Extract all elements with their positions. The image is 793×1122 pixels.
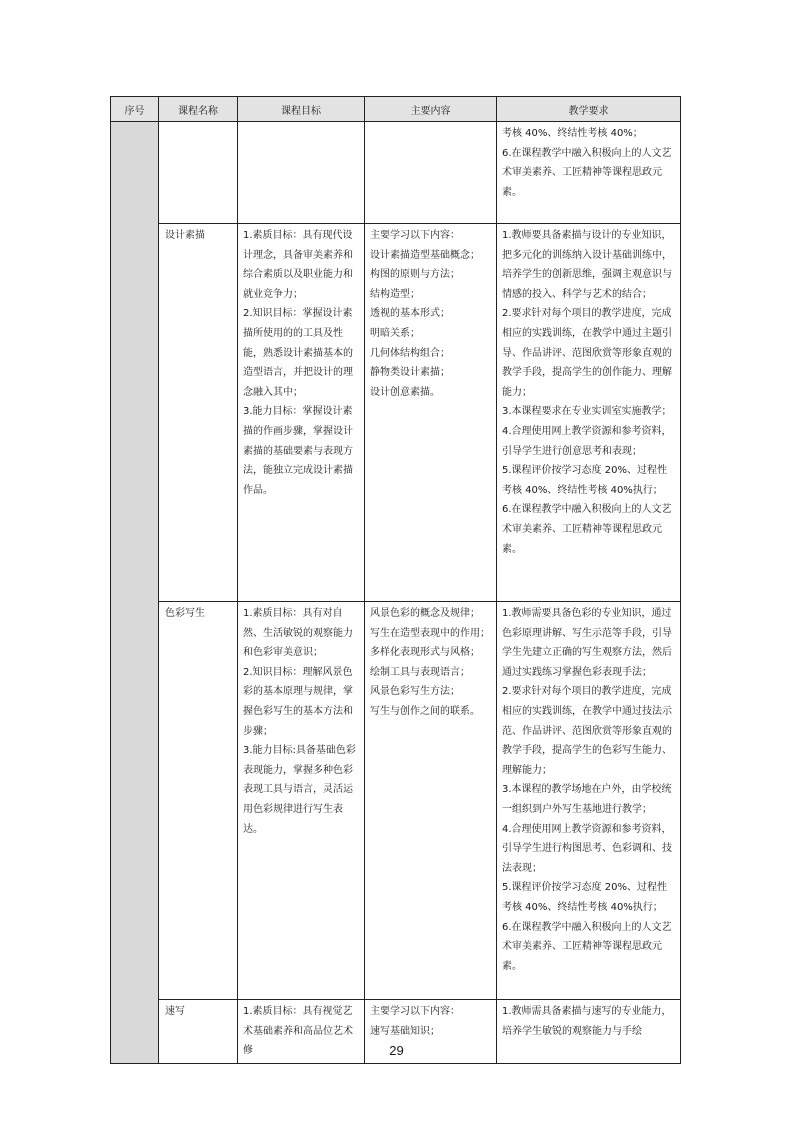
teaching-requirements: 考核 40%、终结性考核 40%； 6.在课程教学中融入积极向上的人文艺术审美素养、工匠精神等课程思政元素。 [502, 128, 672, 198]
course-goals: 1.素质目标：具有现代设计理念，具备审美素养和综合素质以及职业能力和就业竞争力； 2.知识目标：掌握设计素描所使用的的工具及性能，熟悉设计素描基本的造型语言，并把设计的理念融入其中； 3.能力目标：掌握设计素描的作画步骤，掌握设计素描的基础要素与表现方法，能独立完成设计素描作品。 [243, 230, 353, 496]
course-name-cell [159, 122, 238, 224]
table-row [111, 602, 681, 1000]
course-goals-cell [238, 602, 365, 1000]
course-name [159, 122, 237, 126]
teaching-requirements: 1.教师需具备素描与速写的专业能力，培养学生敏锐的观察能力与手绘 [502, 1006, 672, 1037]
course-name-cell [159, 224, 238, 602]
header-course-goals: 课程目标 [238, 97, 365, 122]
main-content-cell [365, 122, 497, 224]
table-row [111, 122, 681, 224]
table-header-row [111, 97, 681, 122]
course-name: 色彩写生 [165, 608, 205, 619]
course-goals: 1.素质目标：具有对自然、生活敏锐的观察能力和色彩审美意识； 2.知识目标：理解风景色彩的基本原理与规律，掌握色彩写生的基本方法和步骤； 3.能力目标:具备基础色彩表现能力，掌握多种色彩表现工具与语言，灵活运用色彩规律进行写生表达。 [243, 608, 356, 835]
teaching-requirements-cell [497, 224, 681, 602]
main-content: 主要学习以下内容： 速写基础知识； [370, 1006, 460, 1037]
course-goals [238, 122, 364, 126]
header-seq: 序号 [111, 97, 159, 122]
teaching-requirements: 1.教师需要具备色彩的专业知识，通过色彩原理讲解、写生示范等手段，引导学生先建立正确的写生观察方法，然后通过实践练习掌握色彩表现手法； 2.要求针对每个项目的教学进度，完成相应的实践训练，在教学中通过技法示范、作品讲评、范图欣赏等形象直观的教学手段，提高学生的色彩写生能力、理解能力； 3.本课程的教学场地在户外，由学校统一组织到户外写生基地进行教学； 4.合理使用网上教学资源和参考资料，引导学生进行构图思考、色彩调和、技法表现； 5.课程评价按学习态度 20%、过程性考核 40%、终结性考核 40%执行； 6.在课程教学中融入积极向上的人文艺术审美素养、工匠精神等课程思政元素。 [502, 608, 672, 972]
page-number: 29 [389, 1043, 404, 1058]
header-teaching-requirements: 教学要求 [497, 97, 681, 122]
main-content-cell [365, 224, 497, 602]
curriculum-table [110, 96, 681, 1064]
course-goals-cell [238, 122, 365, 224]
teaching-requirements-cell [497, 602, 681, 1000]
teaching-requirements-cell [497, 122, 681, 224]
main-content [365, 122, 496, 126]
course-name: 速写 [165, 1006, 185, 1017]
course-goals: 1.素质目标：具有视觉艺术基础素养和高品位艺术修 [243, 1006, 353, 1057]
teaching-requirements: 1.教师要具备素描与设计的专业知识，把多元化的训练纳入设计基础训练中，培养学生的创新思维，强调主观意识与情感的投入、科学与艺术的结合； 2.要求针对每个项目的教学进度，完成相应的实践训练，在教学中通过主题引导、作品讲评、范图欣赏等形象直观的教学手段，提高学生的创作能力、理解能力； 3.本课程要求在专业实训室实施教学； 4.合理使用网上教学资源和参考资料，引导学生进行创意思考和表现； 5.课程评价按学习态度 20%、过程性考核 40%、终结性考核 40%执行； 6.在课程教学中融入积极向上的人文艺术审美素养、工匠精神等课程思政元素。 [502, 230, 672, 555]
main-content: 主要学习以下内容： 设计素描造型基础概念； 构图的原则与方法； 结构造型； 透视的基本形式； 明暗关系； 几何体结构组合； 静物类设计素描； 设计创意素描。 [370, 230, 480, 398]
course-name-cell [159, 602, 238, 1000]
header-course-name: 课程名称 [159, 97, 238, 122]
main-content-cell [365, 602, 497, 1000]
course-goals-cell [238, 224, 365, 602]
seq-cell [111, 122, 159, 1064]
main-content: 风景色彩的概念及规律； 写生在造型表现中的作用； 多样化表现形式与风格； 绘制工具与表现语言； 风景色彩写生方法； 写生与创作之间的联系。 [370, 608, 490, 717]
header-main-content: 主要内容 [365, 97, 497, 122]
course-name: 设计素描 [165, 230, 205, 241]
table-row [111, 224, 681, 602]
